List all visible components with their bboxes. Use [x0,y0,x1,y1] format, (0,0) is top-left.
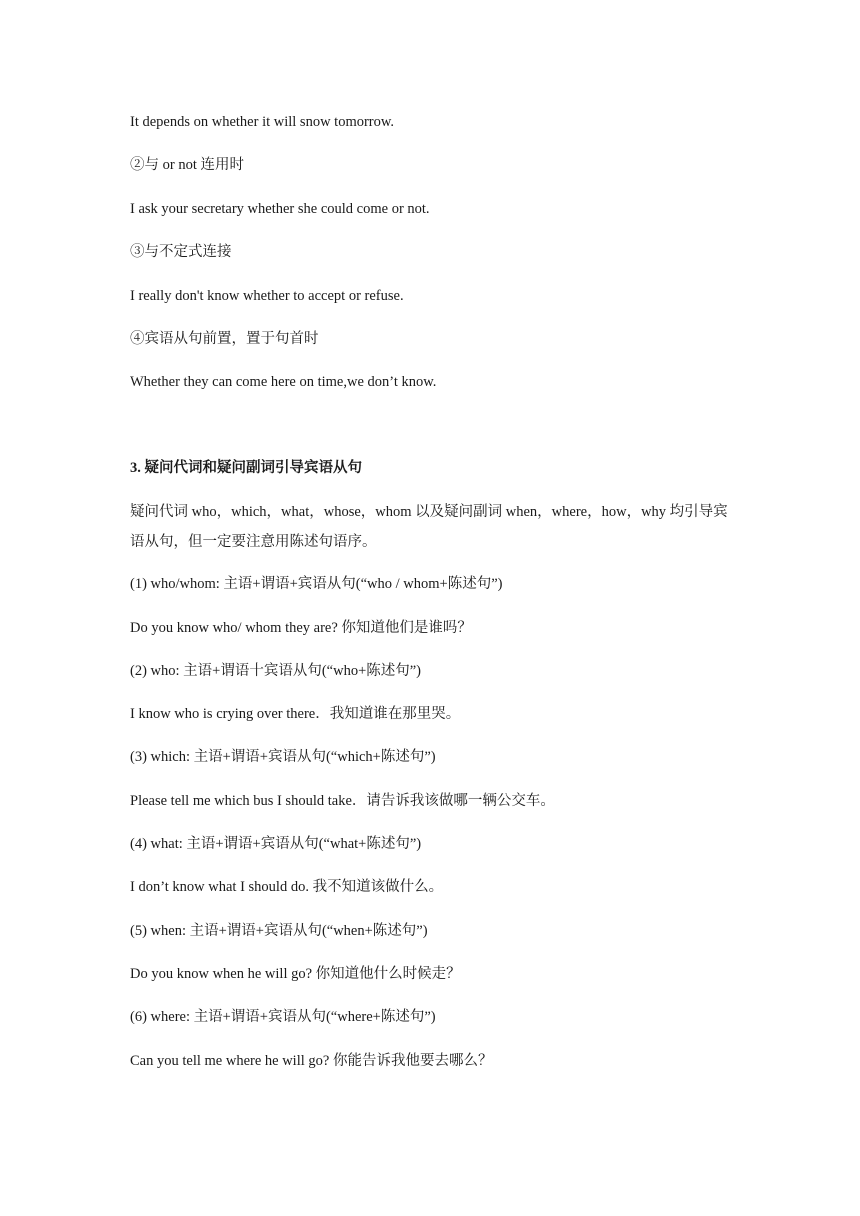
example-what: I don’t know what I should do. 我不知道该做什么。 [130,879,444,895]
rule-who: (2) who: 主语+谓语十宾语从句(“who+陈述句”) [130,663,422,679]
section-heading: 3. 疑问代词和疑问副词引导宾语从句 [130,460,362,476]
rule-or-not: ②与 or not 连用时 [130,157,244,173]
example-sentence-whether-fronted: Whether they can come here on time,we don’t know. [130,374,437,390]
rule-what: (4) what: 主语+谓语+宾语从句(“what+陈述句”) [130,836,422,852]
example-which: Please tell me which bus I should take．请告诉我该做哪一辆公交车。 [130,793,555,809]
example-where: Can you tell me where he will go? 你能告诉我他要去哪么？ [130,1053,493,1069]
rule-who-whom: (1) who/whom: 主语+谓语+宾语从句(“who / whom+陈述句”) [130,576,503,592]
example-sentence-snow: It depends on whether it will snow tomorrow. [130,114,395,130]
rule-when: (5) when: 主语+谓语+宾语从句(“when+陈述句”) [130,923,428,939]
rule-which: (3) which: 主语+谓语+宾语从句(“which+陈述句”) [130,749,436,765]
example-sentence-secretary: I ask your secretary whether she could come or not. [130,201,430,217]
example-when: Do you know when he will go? 你知道他什么时候走？ [130,966,461,982]
rule-fronted-clause: ④宾语从句前置，置于句首时 [130,331,319,347]
rule-infinitive: ③与不定式连接 [130,244,232,260]
example-who-whom: Do you know who/ whom they are? 你知道他们是谁吗？ [130,620,472,636]
intro-paragraph: 疑问代词 who，which，what，whose，whom 以及疑问副词 when，where，how，why 均引导宾语从句，但一定要注意用陈述句语序。 [130,504,728,550]
rule-where: (6) where: 主语+谓语+宾语从句(“where+陈述句”) [130,1009,436,1025]
example-sentence-accept: I really don't know whether to accept or refuse. [130,288,404,304]
example-who: I know who is crying over there．我知道谁在那里哭。 [130,706,461,722]
